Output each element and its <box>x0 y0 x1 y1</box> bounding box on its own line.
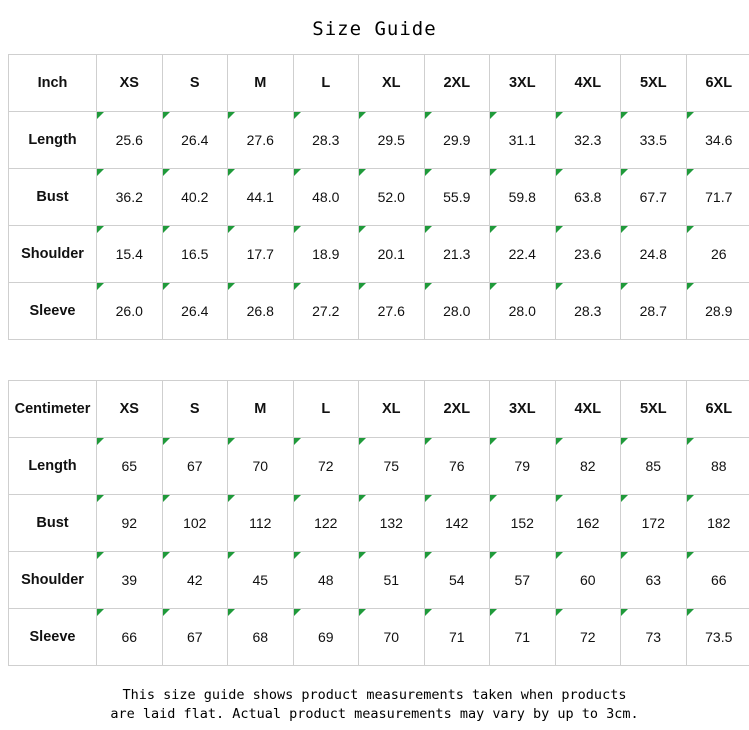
cell-shoulder-5xl: 63 <box>621 552 687 609</box>
size-header-6xl: 6XL <box>686 381 749 438</box>
cell-shoulder-5xl: 24.8 <box>621 226 687 283</box>
cell-sleeve-6xl: 73.5 <box>686 609 749 666</box>
cell-shoulder-m: 17.7 <box>228 226 294 283</box>
cell-length-4xl: 82 <box>555 438 621 495</box>
row-label-bust: Bust <box>9 495 97 552</box>
table-row <box>9 438 749 495</box>
cell-length-5xl: 85 <box>621 438 687 495</box>
cell-shoulder-s: 42 <box>162 552 228 609</box>
row-label-length: Length <box>9 112 97 169</box>
cell-sleeve-s: 26.4 <box>162 283 228 340</box>
row-label-bust: Bust <box>9 169 97 226</box>
cell-length-xl: 75 <box>359 438 425 495</box>
inch-table-wrapper <box>0 54 749 340</box>
cell-shoulder-6xl: 26 <box>686 226 749 283</box>
cell-bust-5xl: 67.7 <box>621 169 687 226</box>
cell-sleeve-6xl: 28.9 <box>686 283 749 340</box>
table-header-row <box>9 55 749 112</box>
cell-bust-6xl: 71.7 <box>686 169 749 226</box>
size-header-2xl: 2XL <box>424 381 490 438</box>
cell-shoulder-6xl: 66 <box>686 552 749 609</box>
cell-length-l: 28.3 <box>293 112 359 169</box>
cell-shoulder-4xl: 60 <box>555 552 621 609</box>
cell-length-s: 67 <box>162 438 228 495</box>
cell-length-3xl: 79 <box>490 438 556 495</box>
cell-length-m: 27.6 <box>228 112 294 169</box>
cell-sleeve-2xl: 28.0 <box>424 283 490 340</box>
cell-length-2xl: 29.9 <box>424 112 490 169</box>
cell-shoulder-s: 16.5 <box>162 226 228 283</box>
cell-sleeve-5xl: 73 <box>621 609 687 666</box>
table-row <box>9 495 749 552</box>
row-label-shoulder: Shoulder <box>9 226 97 283</box>
table-row <box>9 283 749 340</box>
row-label-length: Length <box>9 438 97 495</box>
footer-line-2: are laid flat. Actual product measurements may vary by up to 3cm. <box>110 706 639 722</box>
cell-length-xs: 25.6 <box>97 112 163 169</box>
size-header-5xl: 5XL <box>621 381 687 438</box>
cell-bust-xs: 92 <box>97 495 163 552</box>
cell-shoulder-2xl: 21.3 <box>424 226 490 283</box>
inch-size-table <box>8 54 749 340</box>
size-header-xl: XL <box>359 381 425 438</box>
cell-length-2xl: 76 <box>424 438 490 495</box>
cell-length-6xl: 34.6 <box>686 112 749 169</box>
page-title: Size Guide <box>312 18 437 40</box>
size-header-2xl: 2XL <box>424 55 490 112</box>
cell-shoulder-m: 45 <box>228 552 294 609</box>
cell-length-s: 26.4 <box>162 112 228 169</box>
unit-header-inch: Inch <box>9 55 97 112</box>
cell-sleeve-2xl: 71 <box>424 609 490 666</box>
cell-bust-4xl: 162 <box>555 495 621 552</box>
table-separator <box>0 340 749 380</box>
size-header-3xl: 3XL <box>490 55 556 112</box>
cell-length-l: 72 <box>293 438 359 495</box>
cell-shoulder-3xl: 57 <box>490 552 556 609</box>
cell-bust-2xl: 142 <box>424 495 490 552</box>
cell-sleeve-xs: 66 <box>97 609 163 666</box>
cell-length-4xl: 32.3 <box>555 112 621 169</box>
cell-shoulder-xl: 51 <box>359 552 425 609</box>
table-row <box>9 609 749 666</box>
size-header-l: L <box>293 381 359 438</box>
cell-bust-s: 102 <box>162 495 228 552</box>
cell-bust-5xl: 172 <box>621 495 687 552</box>
cell-sleeve-l: 27.2 <box>293 283 359 340</box>
row-label-shoulder: Shoulder <box>9 552 97 609</box>
cell-bust-3xl: 59.8 <box>490 169 556 226</box>
cell-bust-4xl: 63.8 <box>555 169 621 226</box>
footer-line-1: This size guide shows product measurements taken when products <box>122 687 627 703</box>
cell-length-xl: 29.5 <box>359 112 425 169</box>
size-header-xs: XS <box>97 55 163 112</box>
cell-bust-l: 48.0 <box>293 169 359 226</box>
table-row <box>9 112 749 169</box>
cell-bust-m: 112 <box>228 495 294 552</box>
cell-bust-xs: 36.2 <box>97 169 163 226</box>
size-header-6xl: 6XL <box>686 55 749 112</box>
cell-sleeve-3xl: 71 <box>490 609 556 666</box>
cell-sleeve-m: 68 <box>228 609 294 666</box>
cell-length-xs: 65 <box>97 438 163 495</box>
cell-length-6xl: 88 <box>686 438 749 495</box>
cell-shoulder-xl: 20.1 <box>359 226 425 283</box>
footer-note <box>0 666 749 724</box>
cell-bust-xl: 52.0 <box>359 169 425 226</box>
size-header-3xl: 3XL <box>490 381 556 438</box>
table-header-row <box>9 381 749 438</box>
cell-length-3xl: 31.1 <box>490 112 556 169</box>
size-header-l: L <box>293 55 359 112</box>
cell-sleeve-xs: 26.0 <box>97 283 163 340</box>
row-label-sleeve: Sleeve <box>9 609 97 666</box>
unit-header-centimeter: Centimeter <box>9 381 97 438</box>
cell-bust-m: 44.1 <box>228 169 294 226</box>
cell-sleeve-5xl: 28.7 <box>621 283 687 340</box>
cell-shoulder-2xl: 54 <box>424 552 490 609</box>
cell-sleeve-xl: 70 <box>359 609 425 666</box>
size-header-4xl: 4XL <box>555 55 621 112</box>
size-header-4xl: 4XL <box>555 381 621 438</box>
cell-bust-s: 40.2 <box>162 169 228 226</box>
cell-shoulder-xs: 15.4 <box>97 226 163 283</box>
cell-bust-xl: 132 <box>359 495 425 552</box>
size-header-xl: XL <box>359 55 425 112</box>
cell-shoulder-l: 18.9 <box>293 226 359 283</box>
cell-sleeve-3xl: 28.0 <box>490 283 556 340</box>
cell-bust-3xl: 152 <box>490 495 556 552</box>
size-header-s: S <box>162 381 228 438</box>
cell-bust-l: 122 <box>293 495 359 552</box>
cell-shoulder-xs: 39 <box>97 552 163 609</box>
cell-length-5xl: 33.5 <box>621 112 687 169</box>
cell-shoulder-l: 48 <box>293 552 359 609</box>
cell-shoulder-3xl: 22.4 <box>490 226 556 283</box>
cell-sleeve-m: 26.8 <box>228 283 294 340</box>
table-row <box>9 169 749 226</box>
size-header-m: M <box>228 381 294 438</box>
size-header-xs: XS <box>97 381 163 438</box>
centimeter-size-table <box>8 380 749 666</box>
cell-bust-6xl: 182 <box>686 495 749 552</box>
row-label-sleeve: Sleeve <box>9 283 97 340</box>
cell-sleeve-4xl: 72 <box>555 609 621 666</box>
cell-length-m: 70 <box>228 438 294 495</box>
centimeter-table-wrapper <box>0 380 749 666</box>
size-header-m: M <box>228 55 294 112</box>
cell-bust-2xl: 55.9 <box>424 169 490 226</box>
cell-sleeve-s: 67 <box>162 609 228 666</box>
table-row <box>9 226 749 283</box>
size-header-5xl: 5XL <box>621 55 687 112</box>
cell-sleeve-l: 69 <box>293 609 359 666</box>
cell-shoulder-4xl: 23.6 <box>555 226 621 283</box>
size-header-s: S <box>162 55 228 112</box>
table-row <box>9 552 749 609</box>
cell-sleeve-4xl: 28.3 <box>555 283 621 340</box>
cell-sleeve-xl: 27.6 <box>359 283 425 340</box>
